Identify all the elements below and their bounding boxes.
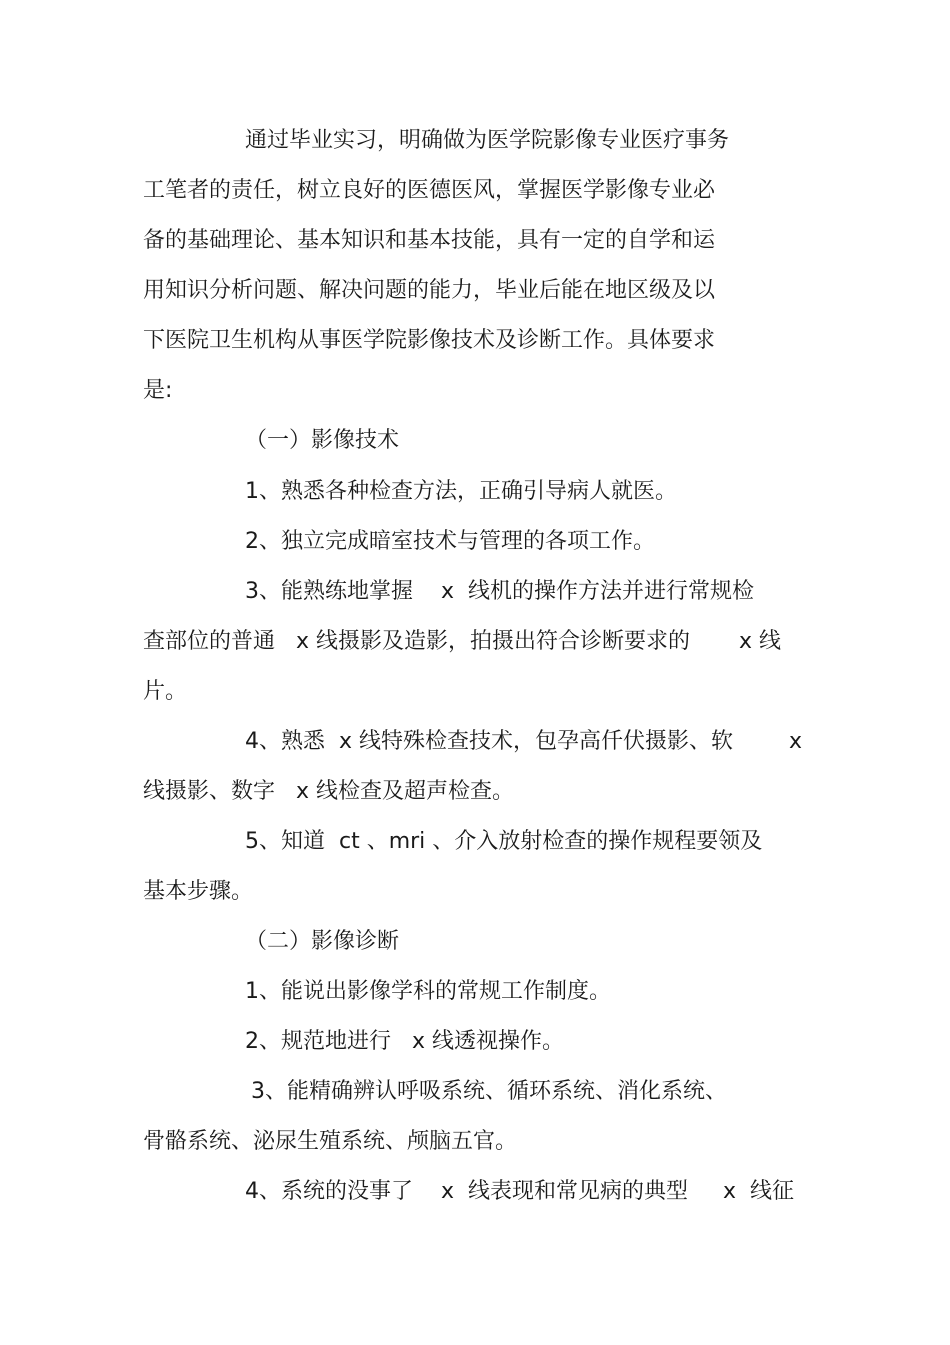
list-item: 2、规范地进行 x 线透视操作。 bbox=[245, 1029, 564, 1054]
paragraph-line: 用知识分析问题、解决问题的能力，毕业后能在地区级及以 bbox=[143, 278, 716, 303]
list-item: 3、能精确辨认呼吸系统、循环系统、消化系统、 bbox=[251, 1079, 727, 1104]
list-item: 4、熟悉 x 线特殊检查技术，包孕高仟伏摄影、软 x bbox=[245, 729, 802, 754]
paragraph-line: 工笔者的责任，树立良好的医德医风，掌握医学影像专业必 bbox=[143, 178, 716, 203]
list-item: 3、能熟练地掌握 x 线机的操作方法并进行常规检 bbox=[245, 579, 754, 604]
paragraph-line: 下医院卫生机构从事医学院影像技术及诊断工作。具体要求 bbox=[143, 328, 716, 353]
list-item-continuation: 片。 bbox=[143, 679, 188, 704]
section-heading: （一）影像技术 bbox=[245, 428, 400, 453]
list-item-continuation: 骨骼系统、泌尿生殖系统、颅脑五官。 bbox=[143, 1129, 518, 1154]
list-item: 1、能说出影像学科的常规工作制度。 bbox=[245, 979, 611, 1004]
paragraph-line: 是: bbox=[143, 378, 173, 403]
list-item: 5、知道 ct 、mri 、介入放射检查的操作规程要领及 bbox=[245, 829, 763, 854]
list-item-continuation: 线摄影、数字 x 线检查及超声检查。 bbox=[143, 779, 514, 804]
section-heading: （二）影像诊断 bbox=[245, 929, 400, 954]
paragraph-line: 通过毕业实习，明确做为医学院影像专业医疗事务 bbox=[245, 128, 730, 153]
list-item: 4、系统的没事了 x 线表现和常见病的典型 x 线征 bbox=[245, 1179, 794, 1204]
paragraph-line: 备的基础理论、基本知识和基本技能，具有一定的自学和运 bbox=[143, 228, 716, 253]
list-item-continuation: 基本步骤。 bbox=[143, 879, 254, 904]
list-item: 1、熟悉各种检查方法，正确引导病人就医。 bbox=[245, 479, 677, 504]
list-item: 2、独立完成暗室技术与管理的各项工作。 bbox=[245, 529, 655, 554]
list-item-continuation: 查部位的普通 x 线摄影及造影，拍摄出符合诊断要求的 x 线 bbox=[143, 629, 781, 654]
